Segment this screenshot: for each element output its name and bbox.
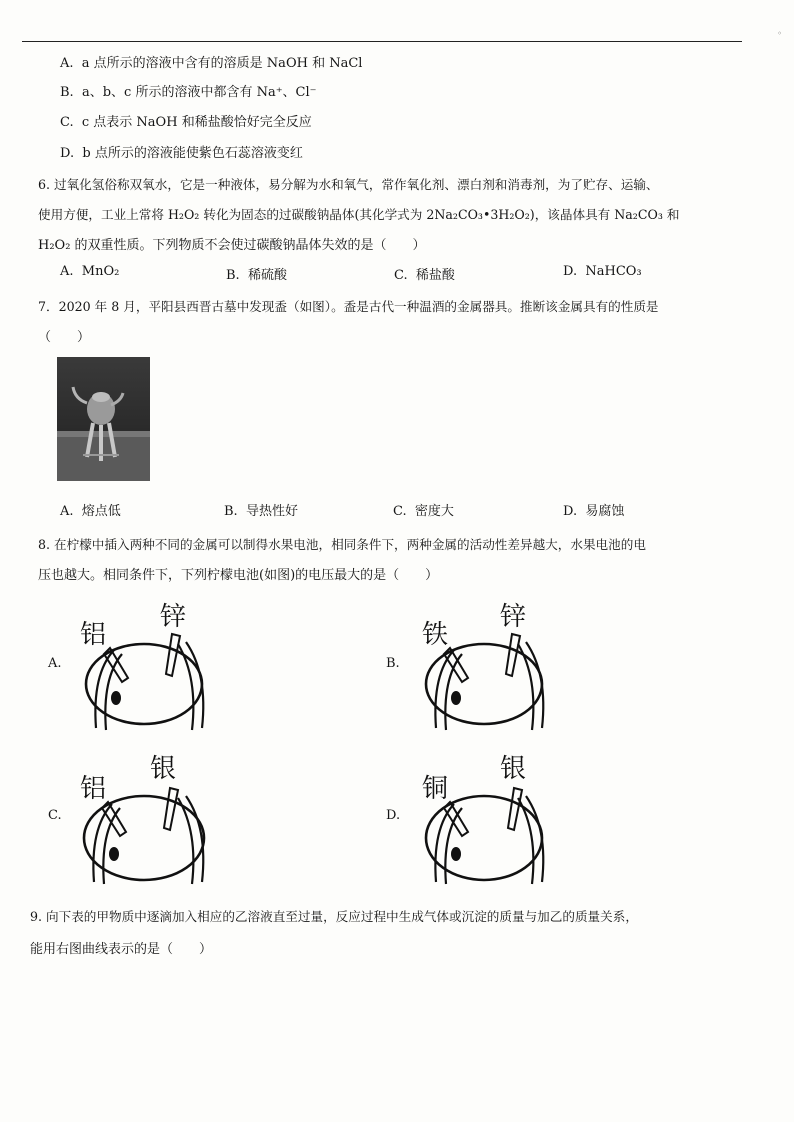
q5-option-c[interactable]: C. c 点表示 NaOH 和稀盐酸恰好完全反应 bbox=[60, 115, 312, 130]
q6-stem-line-3: H₂O₂ 的双重性质。下列物质不会使过碳酸钠晶体失效的是（ ） bbox=[38, 238, 426, 253]
q6-option-c[interactable]: C. 稀盐酸 bbox=[394, 268, 455, 283]
q7-option-c[interactable]: C. 密度大 bbox=[393, 504, 454, 519]
q7-option-b[interactable]: B. 导热性好 bbox=[224, 504, 298, 519]
q8-option-c[interactable]: C. 铝 银 bbox=[52, 748, 212, 888]
lemon-battery-drawing bbox=[52, 596, 212, 736]
left-metal-label: 铝 bbox=[80, 774, 107, 804]
q8-option-a[interactable]: A. 铝 锌 bbox=[52, 596, 212, 736]
lemon-battery-drawing bbox=[390, 596, 550, 736]
q8-stem-line-1: 8. 在柠檬中插入两种不同的金属可以制得水果电池，相同条件下，两种金属的活动性差异越大，水果电池的电 bbox=[38, 537, 646, 552]
left-metal-label: 铁 bbox=[422, 620, 449, 650]
q6-option-a[interactable]: A. MnO₂ bbox=[60, 264, 120, 279]
he-vessel-photo bbox=[57, 357, 150, 481]
q7-option-d[interactable]: D. 易腐蚀 bbox=[563, 504, 625, 519]
q6-stem-line-1: 6. 过氧化氢俗称双氧水，它是一种液体，易分解为水和氧气，常作氧化剂、漂白剂和消毒剂，为了贮存、运输、 bbox=[38, 177, 659, 192]
q5-option-b[interactable]: B. a、b、c 所示的溶液中都含有 Na⁺、Cl⁻ bbox=[60, 85, 317, 100]
q9-stem-line-2: 能用右图曲线表示的是（ ） bbox=[30, 942, 213, 957]
right-metal-label: 锌 bbox=[160, 602, 187, 632]
lemon-battery-drawing bbox=[390, 748, 550, 888]
q6-option-b[interactable]: B. 稀硫酸 bbox=[226, 268, 287, 283]
q7-stem-line-1: 7．2020 年 8 月，平阳县西晋古墓中发现盉（如图）。盉是古代一种温酒的金属器具。推断该金属具有的性质是 bbox=[38, 299, 659, 314]
q9-stem-line-1: 9. 向下表的甲物质中逐滴加入相应的乙溶液直至过量，反应过程中生成气体或沉淀的质量与加乙的质量关系， bbox=[30, 909, 638, 924]
q8-stem-line-2: 压也越大。相同条件下，下列柠檬电池(如图)的电压最大的是（ ） bbox=[38, 568, 439, 583]
q5-option-d[interactable]: D. b 点所示的溶液能使紫色石蕊溶液变红 bbox=[60, 146, 303, 161]
q8-option-d[interactable]: D. 铜 银 bbox=[390, 748, 550, 888]
right-metal-label: 银 bbox=[500, 754, 527, 784]
q6-stem-line-2: 使用方便，工业上常将 H₂O₂ 转化为固态的过碳酸钠晶体(其化学式为 2Na₂CO₃•3H₂O₂)，该晶体具有 Na₂CO₃ 和 bbox=[38, 207, 680, 222]
header-rule bbox=[22, 41, 742, 42]
right-metal-label: 银 bbox=[150, 754, 177, 784]
lemon-battery-drawing bbox=[52, 748, 212, 888]
right-metal-label: 锌 bbox=[500, 602, 527, 632]
q8-option-b[interactable]: B. 铁 锌 bbox=[390, 596, 550, 736]
q7-stem-line-2: （ ） bbox=[38, 330, 91, 345]
left-metal-label: 铜 bbox=[422, 774, 449, 804]
q6-option-d[interactable]: D. NaHCO₃ bbox=[563, 264, 642, 279]
q7-option-a[interactable]: A. 熔点低 bbox=[60, 504, 121, 519]
left-metal-label: 铝 bbox=[80, 620, 107, 650]
corner-mark: ◦ bbox=[777, 29, 782, 38]
q5-option-a[interactable]: A. a 点所示的溶液中含有的溶质是 NaOH 和 NaCl bbox=[60, 56, 363, 71]
